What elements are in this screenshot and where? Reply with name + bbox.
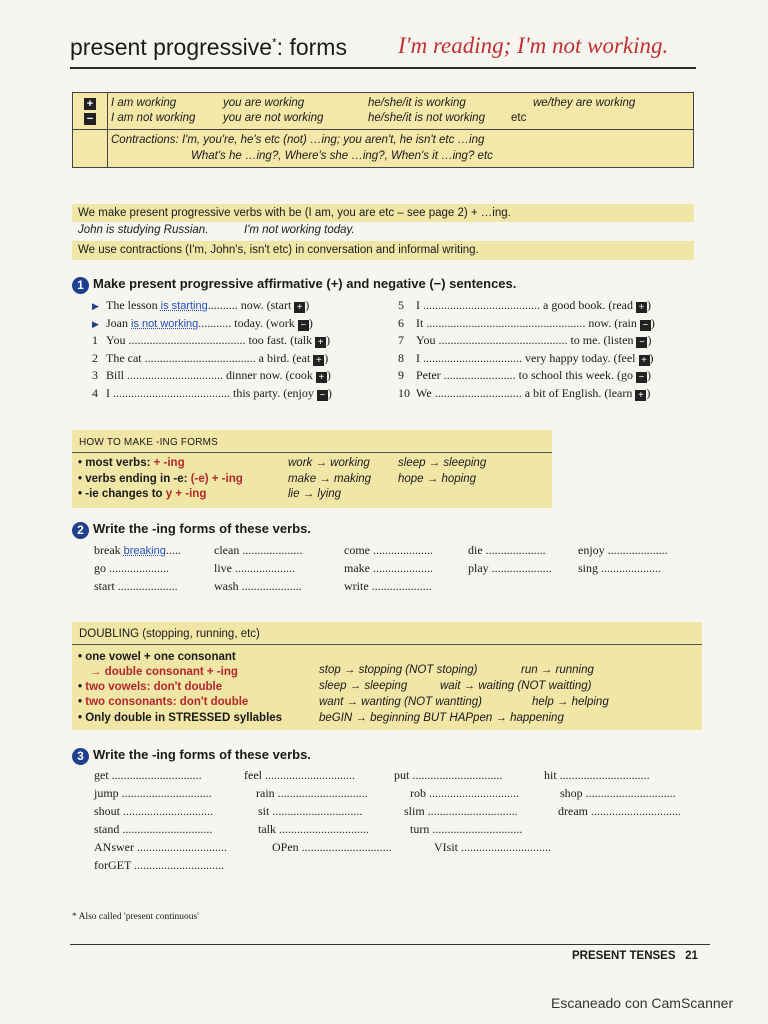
answer-blank[interactable]: .................... — [601, 561, 662, 575]
item-number: 2 — [92, 350, 98, 365]
item-number: 7 — [398, 333, 404, 347]
exercise-1-item — [398, 368, 718, 386]
doubling-rule-2: → double consonant + -ing — [90, 666, 238, 678]
answer-blank[interactable]: .............................. — [123, 804, 214, 818]
answer-blank[interactable]: .................... — [373, 543, 433, 557]
verb-item — [404, 804, 518, 819]
verb-item — [214, 543, 302, 558]
verb-word: enjoy — [578, 543, 608, 557]
closing-paren: ) — [324, 350, 329, 365]
answer-blank[interactable]: ............................. — [434, 385, 525, 400]
title-rule — [70, 67, 696, 69]
plus-icon: + — [294, 302, 305, 313]
verb-item — [94, 543, 181, 558]
verb-word: VIsit — [434, 840, 461, 854]
info-example-2: I'm not working today. — [244, 224, 355, 236]
answer-blank[interactable]: .............................. — [461, 840, 551, 854]
doubling-ex-4: wait → waiting (NOT waitting) — [440, 680, 592, 692]
answer-blank[interactable]: .................... — [235, 561, 295, 575]
verb-word: put — [394, 768, 413, 782]
item-number: ▶ — [92, 318, 99, 329]
answer-blank[interactable]: .............................. — [264, 768, 355, 782]
verb-item — [344, 543, 433, 558]
plus-icon: + — [636, 302, 647, 313]
answer-blank[interactable]: .............................. — [427, 804, 518, 818]
exercise-3-heading: 3 Write the -ing forms of these verbs. — [72, 747, 311, 765]
verb-item — [94, 858, 224, 873]
answer-blank[interactable]: .................... — [491, 561, 552, 575]
neg-form-4: etc — [511, 112, 527, 124]
item-subject: You — [106, 333, 129, 347]
minus-icon: − — [84, 113, 96, 125]
verb-item — [94, 840, 227, 855]
verb-word: talk — [258, 822, 279, 836]
answer-blank[interactable]: ..... — [165, 543, 181, 557]
verb-word: rob — [410, 786, 429, 800]
handwritten-answer: is starting — [160, 300, 208, 312]
verb-word: jump — [94, 786, 122, 800]
answer-blank[interactable]: .............................. — [279, 822, 369, 836]
howto-ex-2b: hope → hoping — [398, 473, 477, 485]
exercise-1-item — [92, 298, 392, 316]
plus-icon: + — [84, 98, 96, 110]
minus-icon: − — [640, 320, 651, 331]
exercise-1-right — [398, 298, 718, 403]
doubling-rule-5: • Only double in STRESSED syllables — [78, 712, 283, 724]
verb-item — [344, 579, 432, 594]
item-subject: The cat — [106, 350, 145, 365]
answer-blank[interactable]: .............................. — [272, 804, 363, 818]
verb-word: clean — [214, 543, 243, 557]
closing-paren: ) — [649, 350, 654, 365]
exercise-1-item — [92, 333, 392, 351]
verb-word: go — [94, 561, 109, 575]
verb-item — [94, 561, 169, 576]
answer-blank[interactable]: .................... — [485, 543, 546, 557]
answer-blank[interactable]: .................... — [117, 579, 178, 593]
howto-rule-3: • -ie changes to y + -ing — [78, 488, 207, 500]
verb-word: break — [94, 543, 124, 557]
verb-word: sing — [578, 561, 602, 575]
closing-paren: ) — [647, 333, 652, 347]
aff-form-1: I am working — [111, 97, 177, 109]
verb-word: ANswer — [94, 840, 137, 854]
item-clue: too fast. (talk — [248, 333, 316, 347]
handwritten-answer: is not working — [131, 317, 199, 330]
verb-word: sit — [258, 804, 273, 818]
exercise-1-heading: 1 Make present progressive affirmative (+) and negative (−) sentences. — [72, 276, 516, 294]
item-number: 1 — [92, 333, 98, 347]
answer-blank[interactable]: .............................. — [590, 804, 681, 818]
answer-blank[interactable]: ........... — [198, 315, 235, 330]
info-example-1: John is studying Russian. — [78, 224, 209, 236]
answer-blank[interactable]: .............................. — [585, 786, 676, 800]
footnote: * Also called 'present continuous' — [72, 912, 199, 922]
exercise-1-item — [92, 351, 392, 369]
forms-divider — [73, 129, 693, 130]
forms-divider-v — [107, 129, 108, 167]
item-subject: I — [416, 298, 423, 312]
doubling-ex-3: sleep → sleeping — [319, 680, 408, 692]
closing-paren: ) — [646, 298, 651, 312]
verb-item — [244, 768, 355, 783]
howto-rule — [72, 452, 552, 453]
minus-icon: − — [636, 337, 647, 348]
answer-blank[interactable]: ........................ — [443, 368, 519, 382]
plus-icon: + — [313, 355, 324, 366]
exercise-1-item — [398, 386, 718, 404]
answer-blank[interactable]: .................... — [607, 543, 668, 557]
howto-rule-2: • verbs ending in -e: (-e) + -ing — [78, 473, 243, 485]
minus-icon: − — [317, 390, 328, 401]
answer-blank[interactable]: ..................................................... — [426, 315, 589, 330]
item-number: 4 — [92, 385, 98, 400]
howto-ex-1b: sleep → sleeping — [398, 457, 487, 469]
doubling-ex-1: stop → stopping (NOT stoping) — [319, 664, 478, 676]
doubling-rule-3: • two vowels: don't double — [78, 681, 223, 693]
answer-blank[interactable]: .............................. — [429, 786, 519, 800]
item-clue: very happy today. (feel — [525, 350, 639, 365]
verb-word: OPen — [272, 840, 302, 854]
handwritten-answer: breaking — [123, 545, 166, 557]
item-subject: I — [106, 385, 113, 400]
answer-blank[interactable]: ................................. — [423, 350, 525, 365]
answer-blank[interactable]: .............................. — [134, 858, 225, 872]
verb-word: hit — [544, 768, 560, 782]
item-subject: The lesson — [106, 298, 161, 312]
verb-word: forGET — [94, 858, 135, 872]
item-clue: a bit of English. (learn — [524, 385, 636, 400]
verb-item — [258, 822, 369, 837]
verb-item — [578, 543, 668, 558]
verb-item — [394, 768, 502, 783]
item-clue: to me. (listen — [570, 333, 637, 347]
item-subject: Joan — [106, 315, 131, 330]
item-subject: Peter — [416, 368, 444, 382]
camscanner-watermark: Escaneado con CamScanner — [551, 995, 734, 1011]
aff-form-4: we/they are working — [533, 97, 636, 109]
exercise-1-item — [398, 316, 718, 334]
item-clue: to school this week. (go — [518, 368, 636, 382]
answer-blank[interactable]: ....................................... — [113, 385, 233, 400]
info-line-2: We use contractions (I'm, John's, isn't etc) in conversation and informal writing. — [72, 241, 694, 260]
doubling-box — [72, 622, 702, 730]
footer-section: PRESENT TENSES 21 — [572, 950, 698, 962]
howto-ex-1a: work → working — [288, 457, 370, 469]
item-clue: this party. (enjoy — [233, 385, 317, 400]
verb-item — [344, 561, 433, 576]
answer-blank[interactable]: ................................ — [127, 368, 227, 382]
item-subject: I — [416, 350, 423, 365]
exercise-1-item — [398, 298, 718, 316]
howto-rule-1: • most verbs: + -ing — [78, 457, 185, 469]
answer-blank[interactable]: ........................................... — [438, 333, 571, 347]
item-number: 5 — [398, 298, 404, 312]
verb-item — [214, 561, 295, 576]
item-subject: Bill — [106, 368, 128, 382]
item-number: 6 — [398, 315, 404, 330]
page-title: present progressive*: forms — [70, 34, 347, 60]
answer-blank[interactable]: .............................. — [277, 786, 368, 800]
answer-blank[interactable]: .............................. — [111, 768, 202, 782]
item-number: ▶ — [92, 301, 99, 311]
contractions-line-1: Contractions: I'm, you're, he's etc (not) …ing; you aren't, he isn't etc …ing — [111, 134, 485, 146]
item-clue: a bird. (eat — [258, 350, 314, 365]
verb-word: play — [468, 561, 492, 575]
verb-item — [258, 804, 362, 819]
answer-blank[interactable]: .................... — [373, 561, 433, 575]
neg-form-3: he/she/it is not working — [368, 112, 485, 124]
item-number: 9 — [398, 368, 404, 382]
minus-icon: − — [636, 372, 647, 383]
exercise-1-left — [92, 298, 392, 403]
verb-word: feel — [244, 768, 265, 782]
verb-word: shout — [94, 804, 124, 818]
minus-icon: − — [298, 320, 309, 331]
neg-form-2: you are not working — [223, 112, 324, 124]
verb-word: slim — [404, 804, 428, 818]
answer-blank[interactable]: .......... — [207, 298, 241, 312]
answer-blank[interactable]: .............................. — [122, 822, 213, 836]
item-subject: You — [416, 333, 439, 347]
verb-word: write — [344, 579, 372, 593]
verb-item — [256, 786, 368, 801]
doubling-rule-1: • one vowel + one consonant — [78, 651, 236, 663]
verb-item — [410, 786, 519, 801]
verb-item — [468, 543, 546, 558]
verb-item — [434, 840, 551, 855]
closing-paren: ) — [646, 368, 651, 382]
item-clue: now. (start — [240, 298, 295, 312]
verb-item — [94, 804, 213, 819]
verb-item — [410, 822, 522, 837]
answer-blank[interactable]: .............................. — [137, 840, 227, 854]
answer-blank[interactable]: .............................. — [432, 822, 523, 836]
verb-item — [558, 804, 681, 819]
verb-word: live — [214, 561, 235, 575]
answer-blank[interactable]: ..................................... — [144, 350, 259, 365]
closing-paren: ) — [327, 385, 332, 400]
exercise-1-item — [92, 316, 392, 334]
exercise-number: 1 — [72, 277, 89, 294]
verb-word: start — [94, 579, 118, 593]
howto-box — [72, 430, 552, 508]
forms-table — [72, 92, 694, 168]
closing-paren: ) — [650, 315, 655, 330]
verb-word: get — [94, 768, 112, 782]
contractions-line-2: What's he …ing?, Where's she …ing?, When's it …ing? etc — [191, 150, 493, 162]
item-clue: dinner now. (cook — [226, 368, 316, 382]
howto-ex-3a: lie → lying — [288, 488, 342, 500]
page-subtitle: I'm reading; I'm not working. — [398, 33, 669, 58]
doubling-ex-6: help → helping — [532, 696, 609, 708]
verb-word: stand — [94, 822, 123, 836]
exercise-number: 3 — [72, 748, 89, 765]
item-number: 10 — [398, 385, 410, 400]
footer-rule — [70, 944, 710, 945]
item-subject: It — [416, 315, 427, 330]
item-clue: now. (rain — [588, 315, 640, 330]
doubling-ex-7: beGIN → beginning BUT HAPpen → happening — [319, 712, 564, 724]
doubling-ex-2: run → running — [521, 664, 594, 676]
item-number: 3 — [92, 368, 98, 382]
closing-paren: ) — [308, 315, 313, 330]
item-number: 8 — [398, 350, 404, 365]
closing-paren: ) — [305, 298, 310, 312]
forms-signs — [73, 93, 108, 129]
aff-form-2: you are working — [223, 97, 305, 109]
verb-item — [94, 579, 178, 594]
exercise-1-item — [92, 386, 392, 404]
doubling-rule-4: • two consonants: don't double — [78, 696, 249, 708]
verb-item — [94, 768, 202, 783]
answer-blank[interactable]: .................... — [109, 561, 169, 575]
verb-item — [94, 822, 212, 837]
neg-form-1: I am not working — [111, 112, 196, 124]
item-subject: We — [416, 385, 435, 400]
howto-title: HOW TO MAKE -ING FORMS — [79, 437, 219, 448]
answer-blank[interactable]: .............................. — [121, 786, 212, 800]
item-clue: today. (work — [234, 315, 298, 330]
verb-word: turn — [410, 822, 433, 836]
exercise-3-words — [94, 768, 714, 878]
answer-blank[interactable]: .................... — [371, 579, 432, 593]
answer-blank[interactable]: ....................................... — [423, 298, 543, 312]
verb-word: make — [344, 561, 373, 575]
verb-item — [544, 768, 650, 783]
plus-icon: + — [639, 355, 650, 366]
item-clue: a good book. (read — [543, 298, 636, 312]
verb-item — [272, 840, 392, 855]
verb-word: shop — [560, 786, 586, 800]
answer-blank[interactable]: .................... — [241, 579, 302, 593]
aff-form-3: he/she/it is working — [368, 97, 466, 109]
plus-icon: + — [635, 390, 646, 401]
verb-item — [214, 579, 302, 594]
answer-blank[interactable]: .............................. — [301, 840, 392, 854]
doubling-title: DOUBLING (stopping, running, etc) — [79, 628, 260, 640]
verb-item — [468, 561, 552, 576]
plus-icon: + — [315, 337, 326, 348]
doubling-ex-5: want → wanting (NOT wantting) — [319, 696, 482, 708]
closing-paren: ) — [326, 333, 331, 347]
closing-paren: ) — [646, 385, 651, 400]
verb-word: wash — [214, 579, 242, 593]
closing-paren: ) — [326, 368, 331, 382]
answer-blank[interactable]: .............................. — [412, 768, 503, 782]
howto-ex-2a: make → making — [288, 473, 372, 485]
verb-word: rain — [256, 786, 278, 800]
exercise-1-item — [92, 368, 392, 386]
exercise-number: 2 — [72, 522, 89, 539]
verb-item — [94, 786, 212, 801]
answer-blank[interactable]: ....................................... — [128, 333, 249, 347]
verb-word: come — [344, 543, 373, 557]
answer-blank[interactable]: .............................. — [559, 768, 650, 782]
verb-item — [578, 561, 661, 576]
plus-icon: + — [316, 372, 327, 383]
info-line-1: We make present progressive verbs with be (I am, you are etc – see page 2) + …ing. — [72, 204, 694, 222]
exercise-1-item — [398, 351, 718, 369]
verb-word: dream — [558, 804, 591, 818]
verb-word: die — [468, 543, 486, 557]
doubling-rule — [72, 644, 702, 645]
exercise-1-item — [398, 333, 718, 351]
answer-blank[interactable]: .................... — [242, 543, 303, 557]
verb-item — [560, 786, 676, 801]
exercise-2-heading: 2 Write the -ing forms of these verbs. — [72, 521, 311, 539]
